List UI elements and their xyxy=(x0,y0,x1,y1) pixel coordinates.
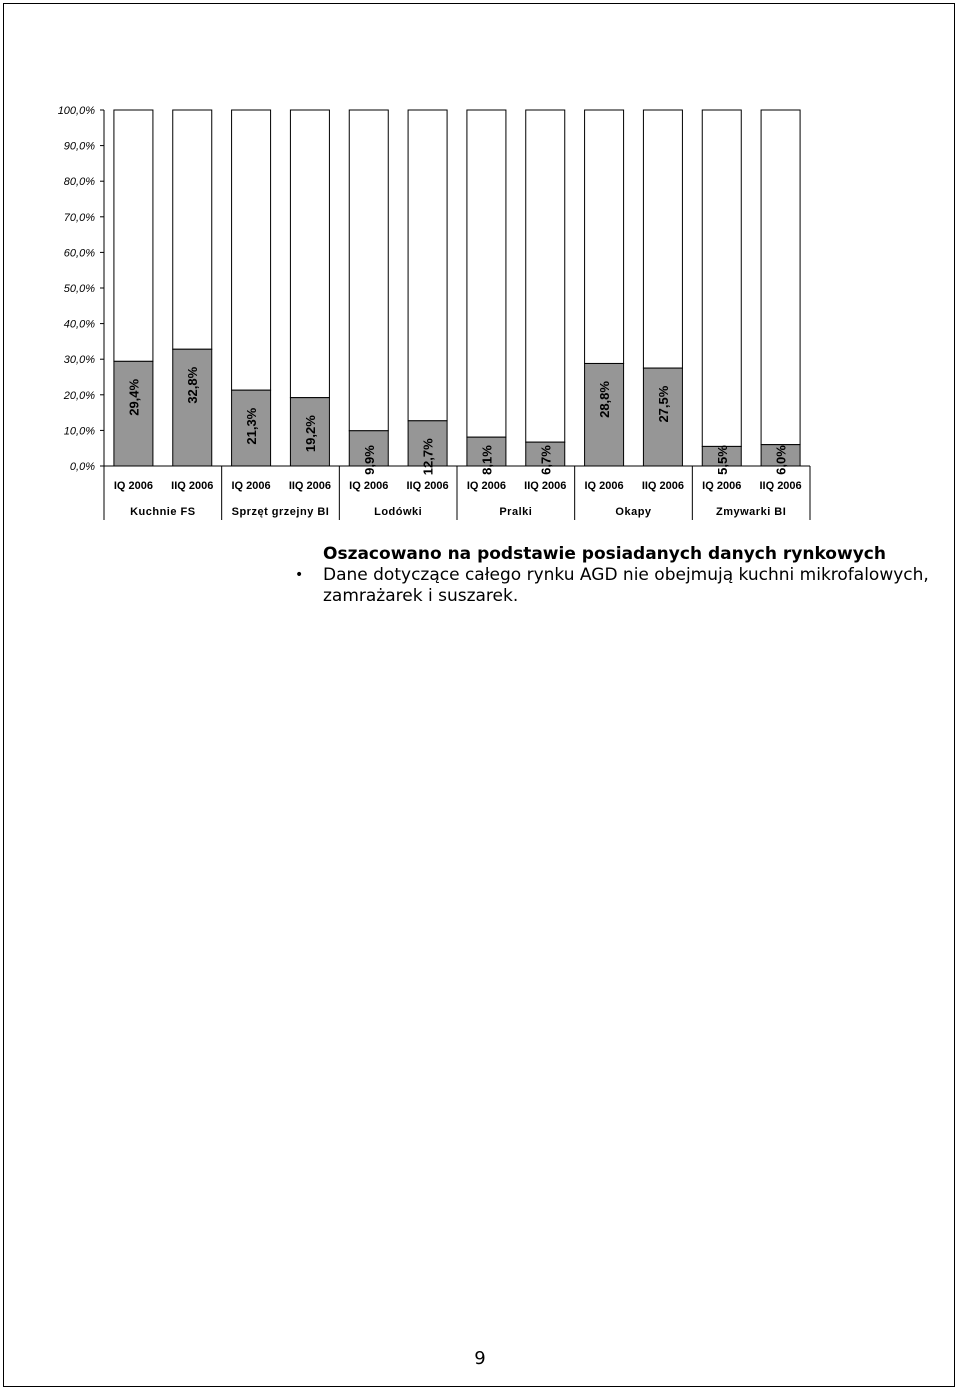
group-label: Okapy xyxy=(615,506,652,518)
bar-segment-rest xyxy=(643,110,682,368)
x-tick-label: IQ 2006 xyxy=(349,480,389,492)
x-tick-label: IQ 2006 xyxy=(231,480,271,492)
bar-segment-share xyxy=(173,349,212,466)
bar-segment-rest xyxy=(349,110,388,431)
y-tick-label: 90,0% xyxy=(63,140,95,153)
note-title: Oszacowano na podstawie posiadanych danych rynkowych xyxy=(323,544,886,564)
page-number: 9 xyxy=(474,1348,486,1369)
x-tick-label: IIQ 2006 xyxy=(288,480,332,492)
y-tick-label: 30,0% xyxy=(63,354,95,367)
bar-segment-rest xyxy=(114,110,153,361)
y-tick-label: 100,0% xyxy=(57,105,95,117)
group-label: Kuchnie FS xyxy=(130,506,196,518)
data-label: 12,7% xyxy=(420,438,436,476)
note-bullet-row xyxy=(292,565,952,607)
x-tick-label: IQ 2006 xyxy=(113,480,153,492)
bullet-icon: • xyxy=(295,567,304,583)
data-label: 32,8% xyxy=(185,366,201,404)
bar-segment-rest xyxy=(526,110,565,442)
x-tick-label: IIQ 2006 xyxy=(406,480,449,492)
data-label: 6,7% xyxy=(538,445,554,475)
x-tick-label: IQ 2006 xyxy=(702,480,742,492)
group-label: Sprzęt grzejny BI xyxy=(231,506,330,518)
bar-segment-rest xyxy=(290,110,329,398)
data-label: 8,1% xyxy=(479,445,495,475)
bar-segment-rest xyxy=(467,110,506,437)
y-tick-label: 10,0% xyxy=(63,425,95,438)
bar-segment-rest xyxy=(173,110,212,349)
note-bullet-text: Dane dotyczące całego rynku AGD nie obejmują kuchni mikrofalowych, zamrażarek i suszarek. xyxy=(323,565,929,606)
data-label: 6,0% xyxy=(773,445,789,475)
x-tick-label: IQ 2006 xyxy=(466,480,506,492)
stacked-bar-chart xyxy=(0,0,960,530)
y-tick-label: 70,0% xyxy=(63,211,95,224)
data-label: 5,5% xyxy=(714,445,730,475)
x-tick-label: IIQ 2006 xyxy=(759,480,802,492)
data-label: 28,8% xyxy=(597,381,613,418)
data-label: 19,2% xyxy=(302,415,318,453)
group-label: Pralki xyxy=(499,506,533,518)
y-tick-label: 40,0% xyxy=(63,318,95,331)
y-tick-label: 50,0% xyxy=(63,283,95,295)
bar-segment-rest xyxy=(585,110,624,363)
y-tick-label: 60,0% xyxy=(63,247,95,260)
y-tick-label: 80,0% xyxy=(63,176,95,189)
data-label: 27,5% xyxy=(655,385,671,423)
x-tick-label: IIQ 2006 xyxy=(641,480,685,492)
y-tick-label: 0,0% xyxy=(69,461,95,473)
y-tick-label: 20,0% xyxy=(63,389,95,402)
data-label: 21,3% xyxy=(244,407,260,445)
notes xyxy=(292,543,952,607)
x-tick-label: IIQ 2006 xyxy=(524,480,567,492)
bar-segment-rest xyxy=(408,110,447,421)
x-tick-label: IIQ 2006 xyxy=(171,480,214,492)
bar-segment-rest xyxy=(702,110,741,446)
bar-segment-rest xyxy=(232,110,271,390)
group-label: Zmywarki BI xyxy=(716,506,787,518)
x-tick-label: IQ 2006 xyxy=(584,480,624,492)
data-label: 9,9% xyxy=(361,445,377,475)
data-label: 29,4% xyxy=(126,378,142,416)
group-label: Lodówki xyxy=(374,506,423,518)
bar-segment-rest xyxy=(761,110,800,445)
